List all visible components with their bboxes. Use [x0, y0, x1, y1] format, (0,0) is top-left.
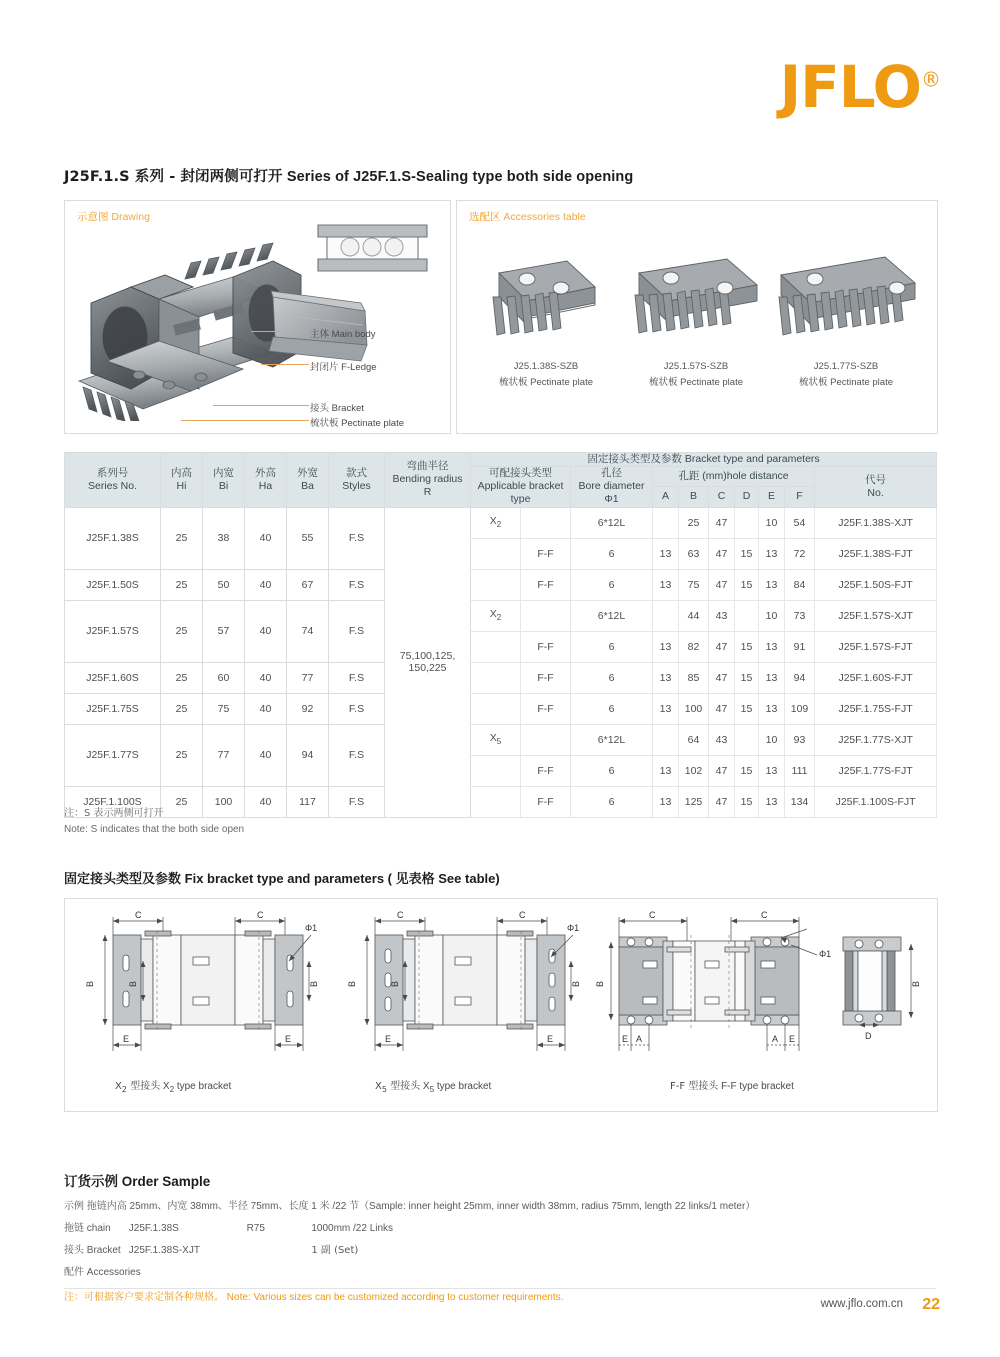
svg-text:E: E — [123, 1034, 130, 1044]
cell-hole-C: 47 — [709, 507, 735, 538]
page-title-en: Series of J25F.1.S-Sealing type both side opening — [286, 169, 634, 185]
bracket-title-en: Fix bracket type and parameters ( — [184, 871, 392, 886]
accessory-item-77s — [771, 247, 921, 388]
cell-series: J25F.1.100S — [65, 786, 161, 817]
callout-main-body-cn: 主体 — [310, 329, 330, 340]
accessory-code-57s: J25.1.57S-SZB — [663, 361, 729, 372]
cell-bracket-type-ff: F-F — [521, 569, 571, 600]
cell-styles: F.S — [329, 724, 385, 786]
svg-text:A: A — [772, 1034, 779, 1044]
cell-series: J25F.1.60S — [65, 662, 161, 693]
th-ha: 外高 Ha — [245, 453, 287, 508]
order-row-bracket — [64, 1241, 944, 1256]
cell-styles: F.S — [329, 786, 385, 817]
svg-text:B: B — [571, 980, 581, 988]
callout-bracket-cn: 接头 — [310, 403, 330, 414]
cell-hole-C: 47 — [709, 538, 735, 569]
cell-bracket-type-x — [471, 569, 521, 600]
cell-bracket-type-x — [471, 631, 521, 662]
th-bore-diameter: 孔径 Bore diameter Φ1 — [571, 467, 653, 507]
th-applicable-bracket-type: 可配接头类型 Applicable bracket type — [471, 467, 571, 507]
cell-ha: 40 — [245, 600, 287, 662]
page-title — [64, 165, 944, 186]
accessories-label-cn: 选配区 — [469, 211, 501, 223]
cell-no: J25F.1.38S-FJT — [815, 538, 937, 569]
cell-hole-A: 13 — [653, 786, 679, 817]
callout-pectinate-cn: 梳状板 — [310, 418, 339, 429]
cell-hole-A: 13 — [653, 631, 679, 662]
ff-caption-en: F-F type bracket — [721, 1081, 794, 1092]
cell-bracket-type-ff — [521, 507, 571, 538]
page-footer — [821, 1296, 940, 1314]
svg-text:E: E — [285, 1034, 292, 1044]
callout-f-ledge — [310, 359, 377, 373]
accessory-item-57s — [621, 247, 771, 388]
accessories-panel-label — [469, 209, 586, 224]
drawing-label-en: Drawing — [111, 211, 150, 223]
cell-hole-B: 44 — [679, 600, 709, 631]
callout-pectinate-en: Pectinate plate — [341, 418, 405, 429]
cell-hole-B: 64 — [679, 724, 709, 755]
drawing-label-cn: 示意图 — [77, 211, 109, 223]
accessory-name-38s — [471, 374, 621, 388]
x2-bracket-drawing — [83, 905, 333, 1070]
leader-line-main-body — [251, 331, 309, 332]
th-bi: 内宽 Bi — [203, 453, 245, 508]
bracket-title-cn: 固定接头类型及参数 — [64, 872, 182, 887]
accessories-panel — [456, 200, 938, 434]
order-bracket-label-en: Bracket — [86, 1245, 121, 1256]
svg-text:B: B — [347, 980, 357, 988]
spec-table-head — [65, 453, 937, 508]
cell-hole-C: 47 — [709, 631, 735, 662]
callout-main-body-en: Main body — [331, 329, 376, 340]
cell-series: J25F.1.50S — [65, 569, 161, 600]
svg-text:B: B — [85, 980, 95, 988]
pectinate-plate-77s-illustration — [771, 247, 921, 357]
cell-hole-D — [735, 724, 759, 755]
cell-hole-F: 94 — [785, 662, 815, 693]
order-chain-length: 1000mm /22 Links — [311, 1223, 394, 1234]
cell-bore: 6*12L — [571, 507, 653, 538]
cell-bracket-type-x — [471, 755, 521, 786]
order-sample-title — [64, 1170, 944, 1190]
table-note — [64, 806, 244, 837]
svg-text:Φ1: Φ1 — [305, 923, 318, 933]
svg-text:E: E — [547, 1034, 554, 1044]
cell-hole-F: 93 — [785, 724, 815, 755]
cell-hi: 25 — [161, 600, 203, 662]
footer-url: www.jflo.com.cn — [820, 1298, 903, 1310]
cell-no: J25F.1.38S-XJT — [815, 507, 937, 538]
ff-bracket-drawing — [595, 905, 925, 1070]
order-customization-note — [64, 1288, 944, 1303]
cell-hole-C: 43 — [709, 600, 735, 631]
cell-bi: 77 — [203, 724, 245, 786]
cell-hole-D — [735, 507, 759, 538]
cell-hole-E: 10 — [759, 600, 785, 631]
cell-no: J25F.1.57S-XJT — [815, 600, 937, 631]
cell-hole-E: 13 — [759, 538, 785, 569]
order-sample-section — [64, 1170, 944, 1303]
cell-no: J25F.1.50S-FJT — [815, 569, 937, 600]
cell-styles: F.S — [329, 600, 385, 662]
cell-no: J25F.1.77S-FJT — [815, 755, 937, 786]
cell-hole-C: 47 — [709, 755, 735, 786]
cell-hole-F: 72 — [785, 538, 815, 569]
th-D: D — [735, 487, 759, 507]
svg-text:C: C — [519, 910, 526, 920]
table-row — [65, 662, 937, 693]
cell-bracket-type-x: $X_5$ — [471, 724, 521, 755]
bracket-diagram-panel — [64, 898, 938, 1112]
cell-hole-F: 73 — [785, 600, 815, 631]
pectinate-plate-57s-illustration — [621, 247, 771, 357]
x2-bracket-caption: $X_2$ 型接头 $X_2$ type bracket — [115, 1081, 232, 1094]
cell-hole-F: 134 — [785, 786, 815, 817]
cell-styles: F.S — [329, 693, 385, 724]
th-E: E — [759, 487, 785, 507]
logo-text: JFLO — [779, 53, 921, 121]
cell-hole-C: 47 — [709, 569, 735, 600]
svg-text:B: B — [128, 980, 138, 988]
cell-bi: 60 — [203, 662, 245, 693]
order-title-en: Order Sample — [121, 1174, 211, 1189]
accessory-name-en-57s: Pectinate plate — [680, 377, 743, 388]
svg-text:A: A — [636, 1034, 643, 1044]
bracket-title-cn2: 见表格 — [395, 872, 435, 887]
svg-text:C: C — [761, 910, 768, 920]
cell-hole-C: 47 — [709, 662, 735, 693]
cell-hi: 25 — [161, 693, 203, 724]
cell-ha: 40 — [245, 507, 287, 569]
cell-ba: 117 — [287, 786, 329, 817]
th-bracket-group: 固定接头类型及参数 Bracket type and parameters — [471, 453, 937, 467]
cell-hole-A — [653, 600, 679, 631]
cell-bi: 38 — [203, 507, 245, 569]
cell-hole-B: 100 — [679, 693, 709, 724]
accessory-name-en-38s: Pectinate plate — [530, 377, 593, 388]
jflo-logo — [779, 53, 940, 121]
cell-bending-radius: 75,100,125, 150,225 — [385, 507, 471, 817]
cell-hole-B: 82 — [679, 631, 709, 662]
cell-ha: 40 — [245, 693, 287, 724]
cell-hole-A: 13 — [653, 662, 679, 693]
svg-text:B: B — [390, 980, 400, 988]
svg-text:C: C — [649, 910, 656, 920]
cell-ba: 77 — [287, 662, 329, 693]
cell-bore: 6 — [571, 755, 653, 786]
th-A: A — [653, 487, 679, 507]
accessory-name-cn-38s: 梳状板 — [498, 377, 528, 388]
cell-hole-D: 15 — [735, 786, 759, 817]
cell-hole-F: 54 — [785, 507, 815, 538]
callout-pectinate-plate — [310, 415, 404, 429]
cell-bracket-type-x: $X_2$ — [471, 507, 521, 538]
cell-bi: 100 — [203, 786, 245, 817]
cell-hole-E: 13 — [759, 662, 785, 693]
footer-divider — [64, 1288, 936, 1289]
accessory-name-77s — [771, 374, 921, 388]
svg-text:B: B — [309, 980, 319, 988]
th-no: 代号 No. — [815, 467, 937, 507]
order-row-chain — [64, 1219, 944, 1234]
page-header — [0, 0, 1000, 150]
specification-table — [64, 452, 937, 818]
cell-ba: 55 — [287, 507, 329, 569]
cell-ha: 40 — [245, 786, 287, 817]
cell-hole-C: 43 — [709, 724, 735, 755]
cell-hole-B: 63 — [679, 538, 709, 569]
cell-bore: 6 — [571, 569, 653, 600]
cell-hole-D: 15 — [735, 569, 759, 600]
order-bracket-qty: 1 副 (Set) — [311, 1245, 359, 1256]
cell-ha: 40 — [245, 724, 287, 786]
cell-no: J25F.1.57S-FJT — [815, 631, 937, 662]
svg-text:C: C — [257, 910, 264, 920]
table-note-cn: 注：S 表示两侧可打开 — [64, 808, 164, 819]
cell-styles: F.S — [329, 569, 385, 600]
svg-text:C: C — [135, 910, 142, 920]
registered-icon: ® — [921, 67, 940, 92]
cell-hi: 25 — [161, 662, 203, 693]
th-F: F — [785, 487, 815, 507]
cell-hole-E: 13 — [759, 755, 785, 786]
x5-bracket-drawing — [345, 905, 595, 1070]
cell-ha: 40 — [245, 569, 287, 600]
cell-hole-B: 85 — [679, 662, 709, 693]
cell-bracket-type-x — [471, 786, 521, 817]
cell-bracket-type-ff: F-F — [521, 693, 571, 724]
cell-bore: 6 — [571, 693, 653, 724]
cell-hole-E: 10 — [759, 507, 785, 538]
cell-hi: 25 — [161, 786, 203, 817]
cell-no: J25F.1.75S-FJT — [815, 693, 937, 724]
cell-hole-E: 13 — [759, 786, 785, 817]
cell-hole-D: 15 — [735, 693, 759, 724]
leader-line-f-ledge — [261, 364, 309, 365]
cell-bore: 6 — [571, 662, 653, 693]
cell-bracket-type-x — [471, 662, 521, 693]
bracket-section-title — [64, 868, 500, 887]
svg-text:C: C — [397, 910, 404, 920]
callout-bracket-en: Bracket — [331, 403, 364, 414]
cell-hole-A: 13 — [653, 693, 679, 724]
page-title-cn: J25F.1.S 系列 - 封闭两侧可打开 — [64, 169, 283, 185]
cell-hole-C: 47 — [709, 693, 735, 724]
th-ba: 外宽 Ba — [287, 453, 329, 508]
cell-ba: 74 — [287, 600, 329, 662]
cell-bracket-type-ff: F-F — [521, 662, 571, 693]
cell-hi: 25 — [161, 724, 203, 786]
ff-caption-cn: F-F 型接头 — [670, 1081, 719, 1092]
cell-hole-E: 13 — [759, 693, 785, 724]
bracket-title-en2: See table) — [438, 871, 500, 886]
order-chain-model: J25F.1.38S — [128, 1223, 179, 1234]
cell-bracket-type-ff — [521, 600, 571, 631]
cell-hi: 25 — [161, 507, 203, 569]
cell-ba: 67 — [287, 569, 329, 600]
accessory-name-en-77s: Pectinate plate — [830, 377, 893, 388]
order-example-line: 示例 拖链内高 25mm、内宽 38mm、半径 75mm、长度 1 米 /22 节（Sample: inner height 25mm, inner width 38mm, radius 75mm, length 22 links/1 meter） — [64, 1201, 756, 1212]
order-chain-label-en: chain — [86, 1223, 111, 1234]
accessory-code-38s: J25.1.38S-SZB — [513, 361, 579, 372]
accessory-name-cn-57s: 梳状板 — [648, 377, 678, 388]
cell-bore: 6*12L — [571, 600, 653, 631]
spec-table-body — [65, 507, 937, 817]
callout-main-body — [310, 326, 376, 340]
svg-text:B: B — [595, 980, 605, 988]
cell-hole-A — [653, 507, 679, 538]
leader-line-bracket — [213, 405, 309, 406]
th-B: B — [679, 487, 709, 507]
cell-ba: 94 — [287, 724, 329, 786]
cell-bracket-type-ff: F-F — [521, 755, 571, 786]
cell-series: J25F.1.57S — [65, 600, 161, 662]
cell-bore: 6 — [571, 631, 653, 662]
callout-f-ledge-cn: 封闭片 — [310, 362, 339, 373]
cell-bracket-type-x: $X_2$ — [471, 600, 521, 631]
cell-hole-A: 13 — [653, 538, 679, 569]
cell-styles: F.S — [329, 507, 385, 569]
table-row — [65, 600, 937, 631]
th-bending-radius: 弯曲半径 Bending radius R — [385, 453, 471, 508]
order-bracket-label-cn: 接头 — [64, 1245, 84, 1256]
svg-text:D: D — [865, 1031, 872, 1041]
svg-text:E: E — [385, 1034, 392, 1044]
cell-hole-E: 13 — [759, 631, 785, 662]
drawing-panel — [64, 200, 451, 434]
th-hi: 内高 Hi — [161, 453, 203, 508]
th-series: 系列号 Series No. — [65, 453, 161, 508]
cell-hole-D: 15 — [735, 755, 759, 786]
cell-bracket-type-x — [471, 538, 521, 569]
svg-text:E: E — [622, 1034, 629, 1044]
cell-hole-D: 15 — [735, 538, 759, 569]
order-accessories-label-en: Accessories — [86, 1267, 141, 1278]
cell-hole-D: 15 — [735, 631, 759, 662]
cell-hole-F: 109 — [785, 693, 815, 724]
cell-no: J25F.1.60S-FJT — [815, 662, 937, 693]
accessory-code-77s: J25.1.77S-SZB — [813, 361, 879, 372]
accessory-name-57s — [621, 374, 771, 388]
drawing-panel-label — [77, 209, 150, 224]
order-chain-label-cn: 拖链 — [64, 1223, 84, 1234]
callout-bracket — [310, 400, 364, 414]
cell-hole-D — [735, 600, 759, 631]
cell-hole-E: 10 — [759, 724, 785, 755]
cell-series: J25F.1.77S — [65, 724, 161, 786]
cell-bi: 75 — [203, 693, 245, 724]
order-note-en: Note: Various sizes can be customized according to customer requirements. — [226, 1292, 564, 1303]
cell-hole-B: 102 — [679, 755, 709, 786]
table-row — [65, 693, 937, 724]
th-C: C — [709, 487, 735, 507]
order-row-accessories — [64, 1263, 944, 1278]
th-styles: 款式 Styles — [329, 453, 385, 508]
cell-ha: 40 — [245, 662, 287, 693]
cell-hole-B: 125 — [679, 786, 709, 817]
accessories-label-en: Accessories table — [503, 211, 586, 223]
cell-hole-A — [653, 724, 679, 755]
cell-ba: 92 — [287, 693, 329, 724]
callout-f-ledge-en: F-Ledge — [341, 362, 377, 373]
page-number: 22 — [922, 1296, 940, 1313]
accessory-name-cn-77s: 梳状板 — [798, 377, 828, 388]
svg-text:Φ1: Φ1 — [819, 949, 832, 959]
cell-bracket-type-ff: F-F — [521, 786, 571, 817]
cell-hole-A: 13 — [653, 755, 679, 786]
svg-text:B: B — [911, 980, 921, 988]
cell-hole-F: 111 — [785, 755, 815, 786]
order-chain-radius: R75 — [246, 1223, 265, 1234]
leader-line-pectinate — [181, 420, 309, 421]
order-bracket-model: J25F.1.38S-XJT — [128, 1245, 200, 1256]
cell-series: J25F.1.38S — [65, 507, 161, 569]
cell-no: J25F.1.77S-XJT — [815, 724, 937, 755]
cell-hole-E: 13 — [759, 569, 785, 600]
table-row — [65, 724, 937, 755]
table-row — [65, 569, 937, 600]
order-title-cn: 订货示例 — [64, 1174, 118, 1190]
order-accessories-label-cn: 配件 — [64, 1267, 84, 1278]
cell-hole-C: 47 — [709, 786, 735, 817]
cell-hi: 25 — [161, 569, 203, 600]
x5-bracket-caption: $X_5$ 型接头 $X_5$ type bracket — [375, 1081, 492, 1094]
cell-hole-A: 13 — [653, 569, 679, 600]
pectinate-plate-38s-illustration — [471, 247, 621, 357]
cell-hole-B: 75 — [679, 569, 709, 600]
svg-text:E: E — [789, 1034, 796, 1044]
table-note-en: Note: S indicates that the both side open — [64, 823, 245, 835]
cell-bore: 6 — [571, 786, 653, 817]
cell-bracket-type-x — [471, 693, 521, 724]
ff-bracket-caption — [670, 1077, 794, 1092]
cell-bore: 6 — [571, 538, 653, 569]
cell-hole-D: 15 — [735, 662, 759, 693]
cell-bracket-type-ff — [521, 724, 571, 755]
cell-no: J25F.1.100S-FJT — [815, 786, 937, 817]
accessory-item-38s — [471, 247, 621, 388]
svg-text:Φ1: Φ1 — [567, 923, 580, 933]
spec-table-header-row-1 — [65, 453, 937, 467]
cell-bracket-type-ff: F-F — [521, 631, 571, 662]
cell-hole-F: 84 — [785, 569, 815, 600]
cell-bi: 57 — [203, 600, 245, 662]
cell-bi: 50 — [203, 569, 245, 600]
cell-hole-F: 91 — [785, 631, 815, 662]
cell-styles: F.S — [329, 662, 385, 693]
cell-bore: 6*12L — [571, 724, 653, 755]
order-note-cn: 注：可根据客户要求定制各种规格。 — [64, 1292, 224, 1303]
cell-series: J25F.1.75S — [65, 693, 161, 724]
cell-bracket-type-ff: F-F — [521, 538, 571, 569]
table-row — [65, 507, 937, 538]
th-hole-distance: 孔距 (mm)hole distance — [653, 467, 815, 487]
cell-hole-B: 25 — [679, 507, 709, 538]
